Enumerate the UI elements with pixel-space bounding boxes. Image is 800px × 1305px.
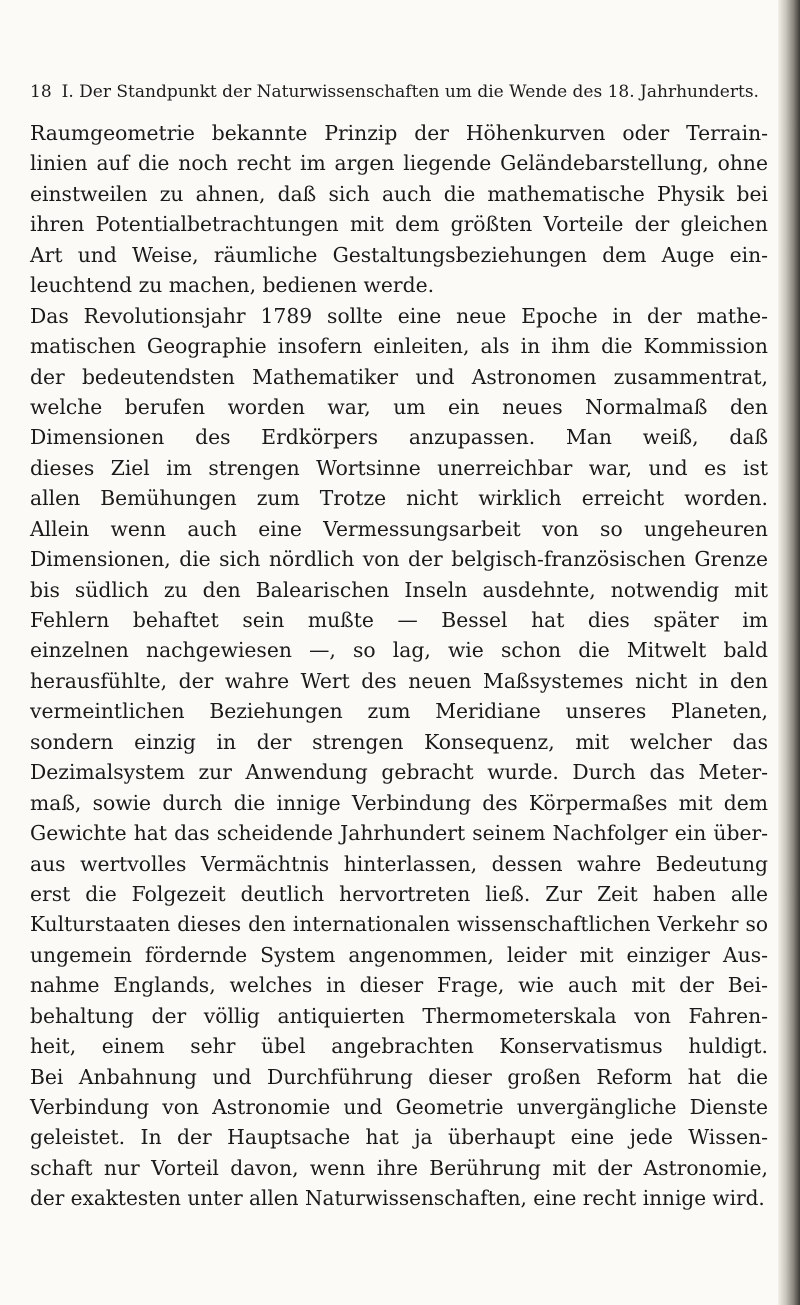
text-line: Bei Anbahnung und Durchführung dieser großen Reform hat die [30,1064,768,1089]
text-line: Verbindung von Astronomie und Geometrie unvergängliche Dienste [30,1095,768,1119]
text-line: einzelnen nachgewiesen —, so lag, wie schon die Mitwelt bald [30,638,768,663]
text-line: Allein wenn auch eine Vermessungsarbeit von so ungeheuren [30,516,768,541]
running-header [30,82,770,102]
text-line: matischen Geographie insofern einleiten, als in ihm die Kommission [30,334,768,359]
text-line: schaft nur Vorteil davon, wenn ihre Berührung mit der Astronomie, [30,1155,768,1180]
text-line: bis südlich zu den Balearischen Inseln ausdehnte, notwendig mit [30,577,768,602]
text-line: Raumgeometrie bekannte Prinzip der Höhenkurven oder Terrain- [30,121,768,145]
text-line: herausfühlte, der wahre Wert des neuen Maßsystemes nicht in den [30,668,768,693]
text-line: Dezimalsystem zur Anwendung gebracht wurde. Durch das Meter- [30,760,768,785]
text-line: maß, sowie durch die innige Verbindung des Körpermaßes mit dem [30,790,768,815]
text-line: geleistet. In der Hauptsache hat ja überhaupt eine jede Wissen- [30,1125,768,1150]
text-line: Dimensionen des Erdkörpers anzupassen. Man weiß, daß [30,425,768,450]
text-line: linien auf die noch recht im argen liegende Geländebarstellung, ohne [30,151,768,176]
running-title: I. Der Standpunkt der Naturwissenschaften um die Wende des 18. Jahrhunderts. [61,82,759,102]
text-line: vermeintlichen Beziehungen zum Meridiane unseres Planeten, [30,699,768,724]
page-edge-shadow [778,0,800,1305]
text-line: ihren Potentialbetrachtungen mit dem größten Vorteile der gleichen [30,212,768,237]
text-line: der bedeutendsten Mathematiker und Astronomen zusammentrat, [30,364,768,389]
text-line: Dimensionen, die sich nördlich von der belgisch-französischen Grenze [30,547,768,572]
text-line: Art und Weise, räumliche Gestaltungsbeziehungen dem Auge ein- [30,242,768,267]
text-line: heit, einem sehr übel angebrachten Konservatismus huldigt. [30,1034,768,1059]
text-line: sondern einzig in der strengen Konsequenz, mit welcher das [30,729,768,754]
text-line: einstweilen zu ahnen, daß sich auch die mathematische Physik bei [30,181,768,206]
text-line: der exaktesten unter allen Naturwissenschaften, eine recht innige wird. [30,1186,765,1211]
text-line: welche berufen worden war, um ein neues Normalmaß den [30,394,768,419]
text-line: Fehlern behaftet sein mußte — Bessel hat dies später im [30,608,768,632]
body-text [30,118,768,1214]
text-line: leuchtend zu machen, bedienen werde. [30,273,435,298]
text-line: Gewichte hat das scheidende Jahrhundert seinem Nachfolger ein über- [30,821,768,846]
text-line: aus wertvolles Vermächtnis hinterlassen, dessen wahre Bedeutung [30,851,768,876]
text-line: behaltung der völlig antiquierten Thermometerskala von Fahren- [30,1003,768,1028]
text-line: ungemein fördernde System angenommen, leider mit einziger Aus- [30,942,768,967]
text-line: Das Revolutionsjahr 1789 sollte eine neue Epoche in der mathe- [30,303,768,328]
text-line: erst die Folgezeit deutlich hervortreten ließ. Zur Zeit haben alle [30,881,768,906]
text-line: dieses Ziel im strengen Wortsinne unerreichbar war, und es ist [30,455,768,480]
text-line: nahme Englands, welches in dieser Frage, wie auch mit der Bei- [30,973,768,998]
text-line: Kulturstaaten dieses den internationalen wissenschaftlichen Verkehr so [30,912,768,937]
text-line: allen Bemühungen zum Trotze nicht wirklich erreicht worden. [30,486,768,511]
page-number: 18 [30,82,52,102]
